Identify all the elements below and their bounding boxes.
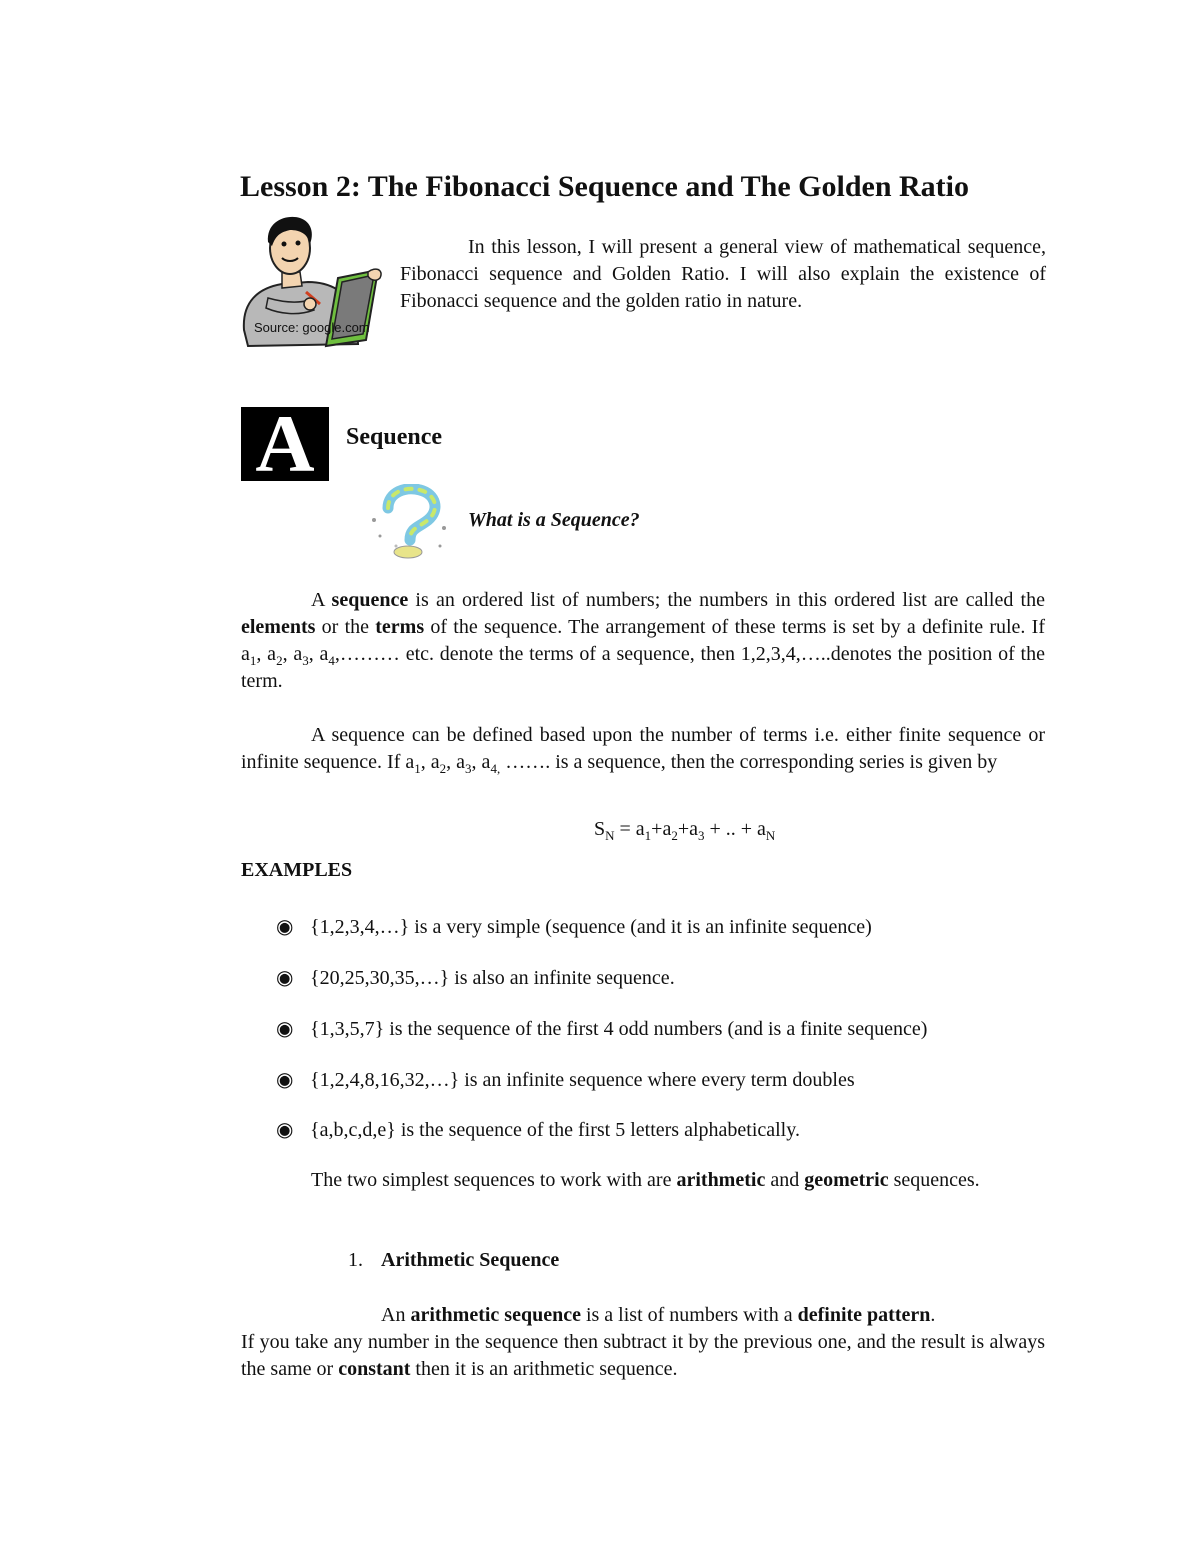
simplest-sequences-paragraph: The two simplest sequences to work with are arithmetic and geometric sequences. [311, 1169, 980, 1191]
question-mark-icon [366, 484, 452, 562]
intro-paragraph: In this lesson, I will present a general view of mathematical sequence, Fibonacci sequence and Golden Ratio. I will also explain the existence of Fibonacci sequence and the golden ratio in nature. [400, 236, 1046, 312]
arithmetic-definition-paragraph: An arithmetic sequence is a list of numbers with a definite pattern. If you take any number in the sequence then subtract it by the previous one, and the result is always the same or constant then it is an arithmetic sequence. [241, 1304, 1045, 1380]
bullet-icon: ◉ [276, 1119, 294, 1141]
page-title: Lesson 2: The Fibonacci Sequence and The Golden Ratio [240, 170, 969, 203]
examples-heading: EXAMPLES [241, 859, 353, 881]
list-item: ◉ {1,2,3,4,…} is a very simple (sequence (and it is an infinite sequence) [276, 916, 872, 938]
bullet-icon: ◉ [276, 1018, 294, 1040]
bullet-icon: ◉ [276, 1069, 294, 1091]
list-item: ◉ {a,b,c,d,e} is the sequence of the first 5 letters alphabetically. [276, 1119, 800, 1141]
image-source-caption: Source: google.com [254, 320, 370, 335]
section-heading: Sequence [346, 424, 442, 450]
arithmetic-sequence-heading: 1. Arithmetic Sequence [348, 1249, 560, 1271]
list-item: ◉ {20,25,30,35,…} is also an infinite sequence. [276, 967, 675, 989]
question-heading: What is a Sequence? [468, 509, 640, 531]
list-item: ◉ {1,3,5,7} is the sequence of the first 4 odd numbers (and is a finite sequence) [276, 1018, 928, 1040]
bullet-icon: ◉ [276, 967, 294, 989]
list-item: ◉ {1,2,4,8,16,32,…} is an infinite sequence where every term doubles [276, 1069, 855, 1091]
sequence-definition-paragraph: A sequence is an ordered list of numbers; the numbers in this ordered list are called the elements or the terms of the sequence. The arrangement of these terms is set by a definite rule. If $a_1$, $a_2$, $a_3$, $a_4,\dots\dots\dots$ etc. denote the terms of a sequence, then 1,2,3,4,…..denotes the position of the term. [241, 589, 1046, 692]
section-letter-block: A [241, 407, 329, 481]
series-formula: $S_N = a_1+a_2+a_3$ + .. + $a_N$ [594, 818, 776, 843]
finite-infinite-paragraph: A sequence can be defined based upon the number of terms i.e. either finite sequence or infinite sequence. If $a_1$, $a_2$, $a_3$, $a_{4,}$ ……. is a sequence, then the corresponding series is given by [241, 724, 1045, 776]
bullet-icon: ◉ [276, 916, 294, 938]
